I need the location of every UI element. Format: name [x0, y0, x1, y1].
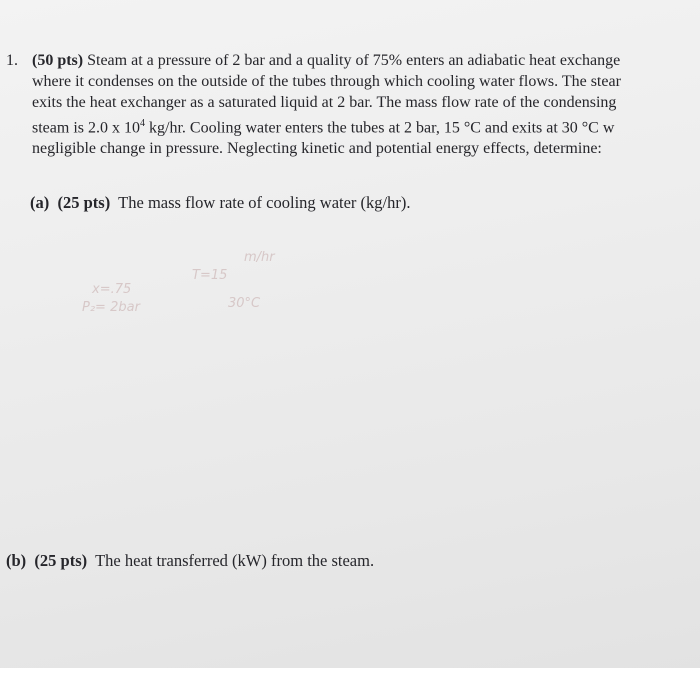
- problem-text-2: where it condenses on the outside of the tubes through which cooling water flows. The stear: [32, 73, 621, 90]
- problem-text-4b: kg/hr. Cooling water enters the tubes at 2 bar, 15 °C and exits at 30 °C w: [145, 119, 615, 137]
- faint-mark-2: P₂= 2bar: [82, 300, 140, 315]
- part-a-points: (25 pts): [57, 193, 111, 212]
- problem-text-5: negligible change in pressure. Neglecting kinetic and potential energy effects, determine:: [32, 140, 602, 158]
- bottom-border: [0, 668, 700, 684]
- problem-line-2: [6, 71, 700, 92]
- problem-line-4: [6, 113, 700, 138]
- problem-line-1: [6, 50, 700, 71]
- faint-mark-1: x=.75: [92, 282, 132, 297]
- part-a-text: The mass flow rate of cooling water (kg/hr).: [118, 193, 411, 212]
- problem-text-1: Steam at a pressure of 2 bar and a quality of 75% enters an adiabatic heat exchange: [87, 52, 621, 69]
- problem-1: [6, 50, 700, 159]
- part-a-label: (a): [30, 193, 50, 212]
- faint-mark-4: 30°C: [228, 296, 261, 311]
- problem-line-5: [6, 138, 700, 159]
- problem-text-3: exits the heat exchanger as a saturated liquid at 2 bar. The mass flow rate of the condensing: [32, 94, 617, 111]
- problem-text-4a: steam is 2.0 x 10: [32, 119, 140, 137]
- part-b: [6, 551, 374, 571]
- part-b-text: The heat transferred (kW) from the steam.: [95, 551, 375, 570]
- exponent: 4: [140, 118, 145, 129]
- part-b-points: (25 pts): [34, 551, 88, 570]
- part-a: [30, 193, 411, 213]
- problem-number: 1.: [6, 52, 18, 69]
- faint-mark-3: T=15: [192, 268, 228, 283]
- faint-mark-5: m/hr: [244, 250, 275, 265]
- problem-points: (50 pts): [32, 52, 84, 69]
- problem-line-3: [6, 92, 700, 113]
- part-b-label: (b): [6, 551, 27, 570]
